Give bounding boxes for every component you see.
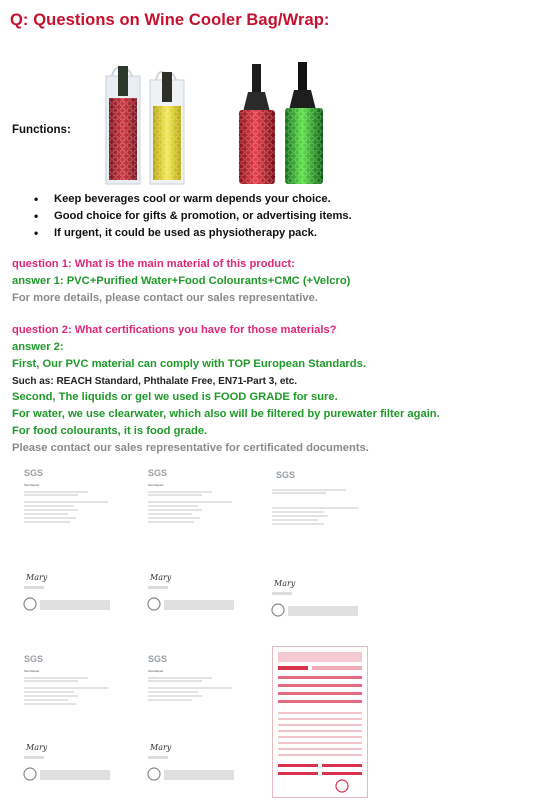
- food-grade-test-report: [272, 646, 368, 798]
- signature: Mary: [26, 743, 48, 752]
- report-heading: Test Report: [24, 669, 40, 673]
- answer-2-line-2: Such as: REACH Standard, Phthalate Free, EN71-Part 3, etc.: [12, 376, 298, 387]
- functions-list: [34, 191, 352, 243]
- page-title: Q: Questions on Wine Cooler Bag/Wrap:: [10, 11, 330, 29]
- function-item: • Keep beverages cool or warm depends your choice.: [34, 191, 352, 208]
- question-2: question 2: What certifications you have for those materials?: [12, 324, 337, 336]
- function-item: • Good choice for gifts & promotion, or advertising items.: [34, 208, 352, 225]
- report-heading: Test Report: [24, 483, 40, 487]
- signature: Mary: [26, 573, 48, 582]
- answer-1: answer 1: PVC+Purified Water+Food Colourants+CMC (+Velcro): [12, 275, 351, 287]
- answer-2-label: answer 2:: [12, 341, 64, 353]
- sgs-certificate-1: [18, 462, 118, 646]
- sgs-certificate-5: [142, 648, 242, 798]
- question-1: question 1: What is the main material of this product:: [12, 258, 295, 270]
- signature: Mary: [150, 743, 172, 752]
- sgs-certificate-2: [142, 462, 242, 646]
- answer-2-line-3: Second, The liquids or gel we used is FOOD GRADE for sure.: [12, 391, 338, 403]
- report-heading: Test Report: [148, 483, 164, 487]
- sgs-certificate-4: [18, 648, 118, 798]
- report-heading: Test Report: [148, 669, 164, 673]
- wine-bag-red: [106, 66, 140, 184]
- sgs-logo: SGS: [148, 654, 168, 664]
- sgs-certificate-3: [266, 462, 366, 646]
- answer-2-line-5: For food colourants, it is food grade.: [12, 425, 208, 437]
- functions-label: Functions:: [12, 124, 71, 136]
- function-item: • If urgent, it could be used as physiotherapy pack.: [34, 225, 352, 242]
- product-photos: [98, 58, 348, 190]
- bottle-green-wrap: [285, 62, 323, 184]
- answer-1-contact-note: For more details, please contact our sales representative.: [12, 292, 318, 304]
- sgs-logo: SGS: [276, 470, 296, 480]
- answer-2-line-4: For water, we use clearwater, which also will be filtered by purewater filter again.: [12, 408, 440, 420]
- sgs-logo: SGS: [24, 654, 44, 664]
- answer-2-line-1: First, Our PVC material can comply with TOP European Standards.: [12, 358, 366, 370]
- signature: Mary: [150, 573, 172, 582]
- bottle-red-wrap: [239, 64, 275, 184]
- sgs-logo: SGS: [148, 468, 168, 478]
- sgs-logo: SGS: [24, 468, 44, 478]
- wine-bag-yellow: [150, 72, 184, 184]
- answer-2-contact-note: Please contact our sales representative for certificated documents.: [12, 442, 369, 454]
- signature: Mary: [274, 579, 296, 588]
